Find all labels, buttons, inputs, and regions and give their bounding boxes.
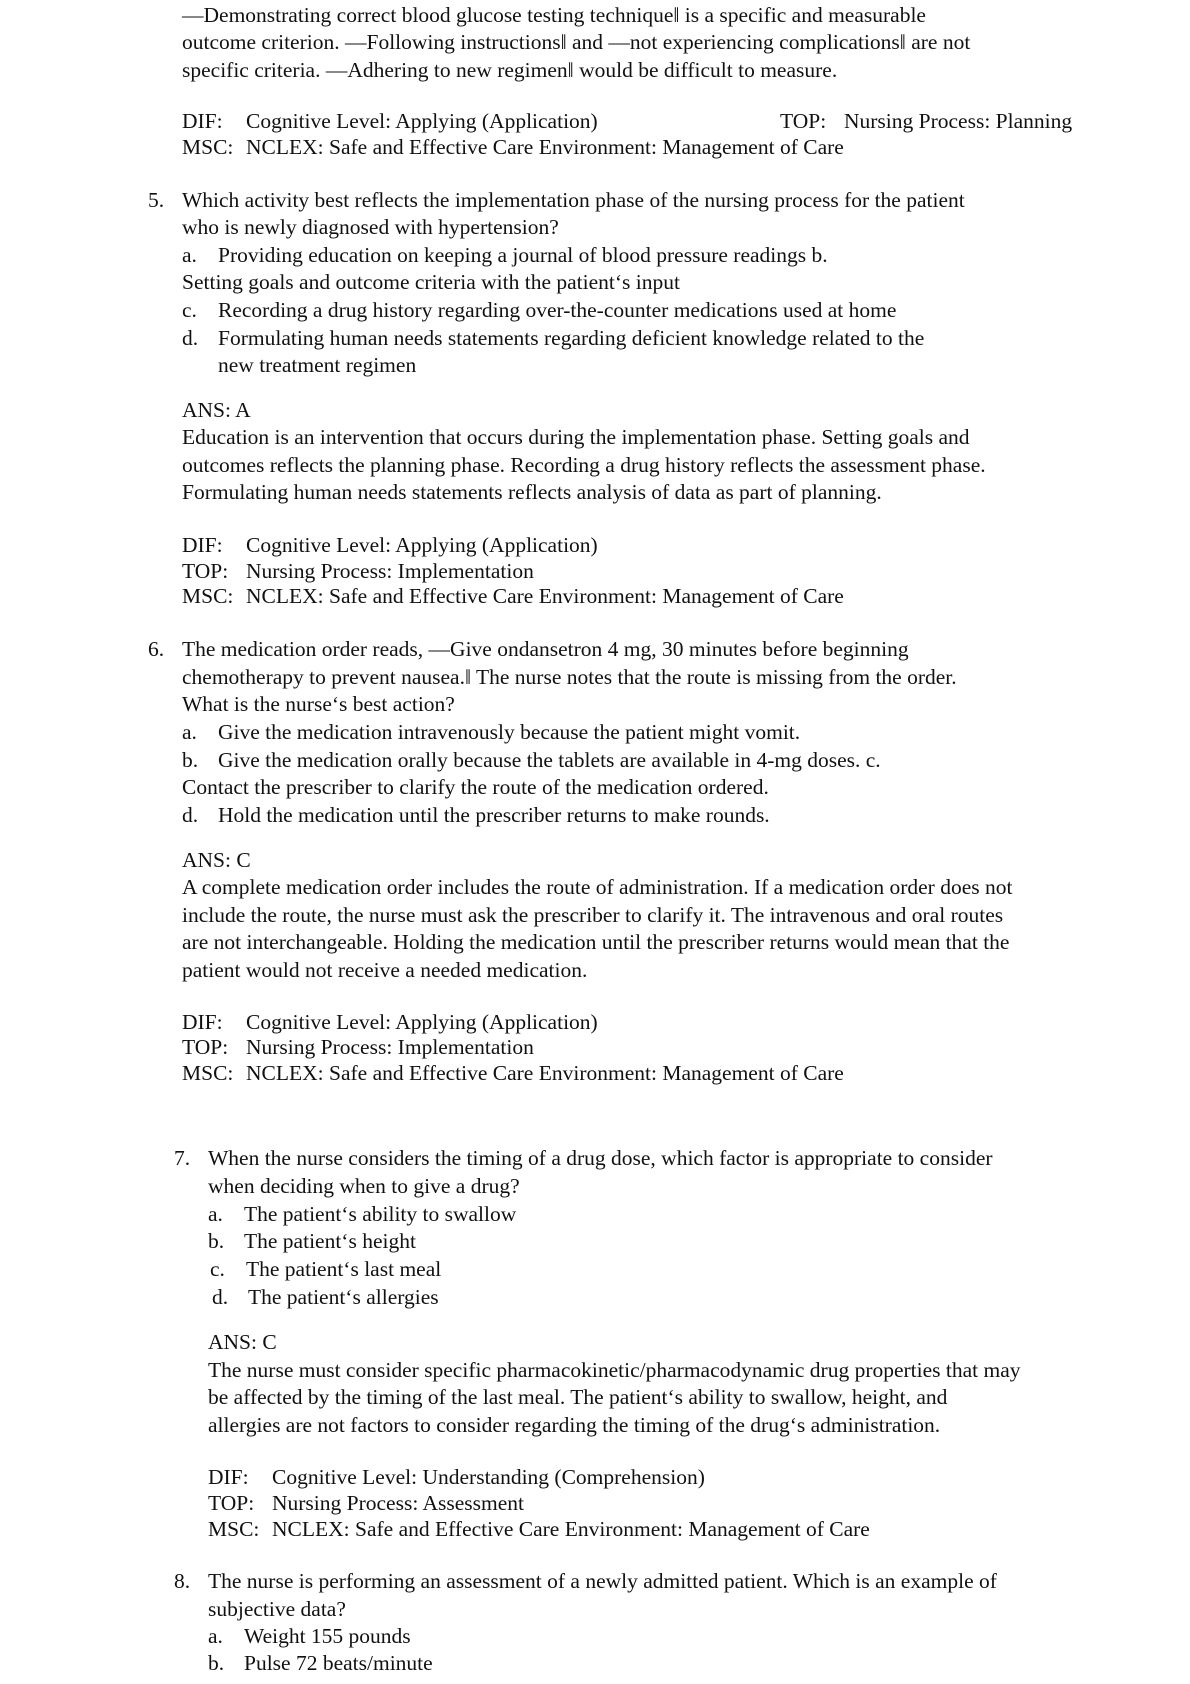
rationale-line-1: A complete medication order includes the route of administration. If a medication order does not <box>182 875 1013 899</box>
meta-top <box>182 558 534 585</box>
option-b <box>182 747 881 774</box>
rationale-line-1: Education is an intervention that occurs during the implementation phase. Setting goals and <box>182 425 970 449</box>
meta-top <box>182 1034 534 1061</box>
meta-dif <box>182 532 598 559</box>
option-letter: d. <box>182 326 199 350</box>
meta-top <box>208 1490 524 1517</box>
option-d-continuation: new treatment regimen <box>218 353 417 377</box>
question-stem-line-1: Which activity best reflects the implementation phase of the nursing process for the patient <box>182 188 965 212</box>
option-letter: a. <box>208 1624 223 1648</box>
top-label: TOP: <box>780 109 827 133</box>
option-b: Setting goals and outcome criteria with the patient‘s input <box>182 270 680 294</box>
dif-value: Cognitive Level: Applying (Application) <box>246 533 598 557</box>
option-text: Pulse 72 beats/minute <box>244 1651 433 1675</box>
msc-value: NCLEX: Safe and Effective Care Environment: Management of Care <box>246 1061 844 1085</box>
option-c <box>182 297 896 324</box>
msc-value: NCLEX: Safe and Effective Care Environment: Management of Care <box>246 584 844 608</box>
option-a <box>208 1201 516 1228</box>
dif-label: DIF: <box>182 109 223 133</box>
option-text: The patient‘s allergies <box>248 1285 439 1309</box>
top-value: Nursing Process: Implementation <box>246 1035 534 1059</box>
rationale-line-3: allergies are not factors to consider regarding the timing of the drug‘s administration. <box>208 1413 941 1437</box>
dif-value: Cognitive Level: Understanding (Comprehension) <box>272 1465 705 1489</box>
option-text: Hold the medication until the prescriber returns to make rounds. <box>218 803 770 827</box>
question-stem-line-1: When the nurse considers the timing of a drug dose, which factor is appropriate to consider <box>208 1146 993 1170</box>
msc-label: MSC: <box>208 1517 260 1541</box>
rationale-line-3: Formulating human needs statements reflects analysis of data as part of planning. <box>182 480 882 504</box>
top-value: Nursing Process: Implementation <box>246 559 534 583</box>
option-letter: b. <box>208 1651 225 1675</box>
msc-label: MSC: <box>182 135 234 159</box>
msc-value: NCLEX: Safe and Effective Care Environment: Management of Care <box>246 135 844 159</box>
meta-dif <box>208 1464 705 1491</box>
rationale-line-2: include the route, the nurse must ask the prescriber to clarify it. The intravenous and oral routes <box>182 903 1004 927</box>
dif-label: DIF: <box>208 1465 249 1489</box>
option-d <box>182 325 924 352</box>
option-letter: d. <box>182 803 199 827</box>
dif-value: Cognitive Level: Applying (Application) <box>246 1010 598 1034</box>
question-stem-line-1: The nurse is performing an assessment of a newly admitted patient. Which is an example of <box>208 1569 997 1593</box>
rationale-line-4: patient would not receive a needed medication. <box>182 958 588 982</box>
option-letter: a. <box>182 243 197 267</box>
top-label: TOP: <box>208 1491 255 1515</box>
option-letter: c. <box>182 298 197 322</box>
meta-msc <box>208 1516 870 1543</box>
msc-label: MSC: <box>182 1061 234 1085</box>
carryover-top <box>780 108 1072 135</box>
option-letter: a. <box>182 720 197 744</box>
option-letter: d. <box>212 1285 229 1309</box>
option-c: Contact the prescriber to clarify the route of the medication ordered. <box>182 775 769 799</box>
top-value: Nursing Process: Assessment <box>272 1491 525 1515</box>
msc-label: MSC: <box>182 584 234 608</box>
top-value: Nursing Process: Planning <box>844 109 1073 133</box>
rationale-line-1: The nurse must consider specific pharmacokinetic/pharmacodynamic drug properties that may <box>208 1358 1021 1382</box>
meta-dif <box>182 1009 598 1036</box>
option-c <box>210 1256 441 1283</box>
top-label: TOP: <box>182 1035 229 1059</box>
option-text: The patient‘s height <box>244 1229 416 1253</box>
dif-label: DIF: <box>182 1010 223 1034</box>
option-a <box>208 1623 411 1650</box>
question-stem-line-2: when deciding when to give a drug? <box>208 1174 520 1198</box>
carryover-line-2: outcome criterion. —Following instructions‖ and —not experiencing complications‖ are not <box>182 30 971 54</box>
question-number: 7. <box>174 1146 191 1170</box>
option-d <box>212 1284 439 1311</box>
answer-key: ANS: C <box>208 1330 277 1354</box>
dif-value: Cognitive Level: Applying (Application) <box>246 109 598 133</box>
option-text: Providing education on keeping a journal of blood pressure readings b. <box>218 243 828 267</box>
option-b <box>208 1650 433 1677</box>
answer-key: ANS: C <box>182 848 251 872</box>
option-text: Formulating human needs statements regarding deficient knowledge related to the <box>218 326 925 350</box>
option-text: Weight 155 pounds <box>244 1624 411 1648</box>
msc-value: NCLEX: Safe and Effective Care Environment: Management of Care <box>272 1517 870 1541</box>
option-text: Recording a drug history regarding over-the-counter medications used at home <box>218 298 897 322</box>
question-number: 5. <box>148 188 165 212</box>
carryover-msc <box>182 134 844 161</box>
question-number: 8. <box>174 1569 191 1593</box>
option-letter: b. <box>208 1229 225 1253</box>
option-text: The patient‘s last meal <box>246 1257 442 1281</box>
option-a <box>182 719 800 746</box>
option-letter: c. <box>210 1257 225 1281</box>
rationale-line-2: outcomes reflects the planning phase. Recording a drug history reflects the assessment phase. <box>182 453 986 477</box>
option-letter: b. <box>182 748 199 772</box>
option-text: The patient‘s ability to swallow <box>244 1202 517 1226</box>
option-text: Give the medication orally because the tablets are available in 4-mg doses. c. <box>218 748 881 772</box>
question-number: 6. <box>148 637 165 661</box>
option-a <box>182 242 828 269</box>
question-stem-line-2: subjective data? <box>208 1597 346 1621</box>
meta-msc <box>182 583 844 610</box>
dif-label: DIF: <box>182 533 223 557</box>
rationale-line-3: are not interchangeable. Holding the medication until the prescriber returns would mean that the <box>182 930 1010 954</box>
top-label: TOP: <box>182 559 229 583</box>
option-b <box>208 1228 416 1255</box>
question-stem-line-3: What is the nurse‘s best action? <box>182 692 455 716</box>
rationale-line-2: be affected by the timing of the last meal. The patient‘s ability to swallow, height, and <box>208 1385 948 1409</box>
meta-msc <box>182 1060 844 1087</box>
option-d <box>182 802 770 829</box>
carryover-dif <box>182 108 598 135</box>
answer-key: ANS: A <box>182 398 251 422</box>
carryover-line-1: —Demonstrating correct blood glucose testing technique‖ is a specific and measurable <box>182 3 926 27</box>
question-stem-line-2: who is newly diagnosed with hypertension? <box>182 215 559 239</box>
carryover-line-3: specific criteria. —Adhering to new regimen‖ would be difficult to measure. <box>182 58 838 82</box>
option-letter: a. <box>208 1202 223 1226</box>
option-text: Give the medication intravenously because the patient might vomit. <box>218 720 801 744</box>
question-stem-line-1: The medication order reads, —Give ondansetron 4 mg, 30 minutes before beginning <box>182 637 909 661</box>
question-stem-line-2: chemotherapy to prevent nausea.‖ The nurse notes that the route is missing from the order. <box>182 665 957 689</box>
